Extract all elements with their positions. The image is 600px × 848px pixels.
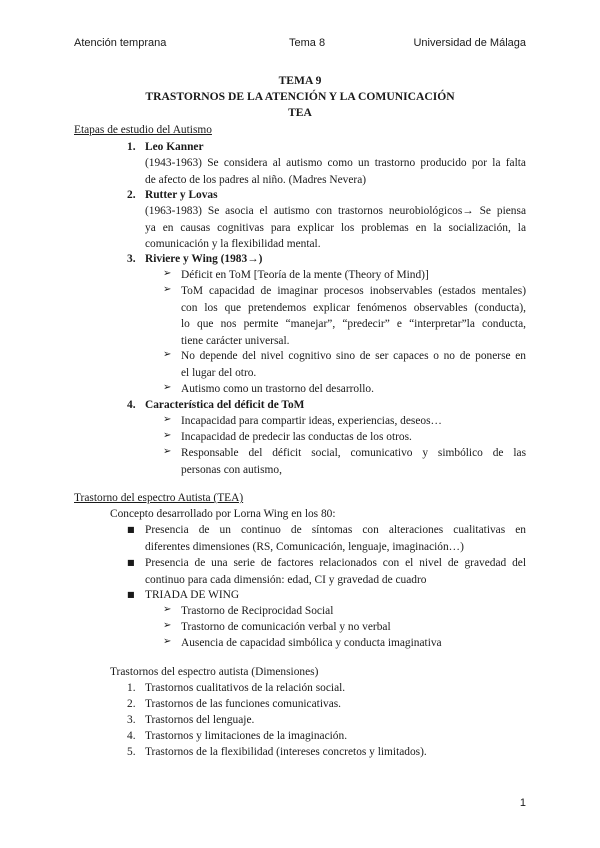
text-line: comunicación y la flexibilidad mental. (145, 238, 321, 250)
dimension-item: Trastornos cualitativos de la relación social. (145, 682, 346, 694)
text-line: tiene carácter universal. (181, 334, 290, 347)
arrow-bullet-icon: ➢ (163, 414, 172, 425)
arrow-bullet-icon: ➢ (163, 268, 172, 279)
header-right: Universidad de Málaga (413, 37, 526, 49)
dimension-item: Trastornos y limitaciones de la imaginación. (145, 730, 348, 742)
bullet-line: Incapacidad de predecir las conductas de los otros. (181, 431, 412, 443)
dimension-item: Trastornos de la flexibilidad (intereses concretos y limitados). (145, 746, 427, 758)
dimension-item: Trastornos del lenguaje. (145, 714, 255, 726)
text-line: continuo para cada dimensión: edad, CI y gravedad de cuadro (145, 573, 427, 586)
item1-text (145, 155, 526, 188)
text-line: Presencia de un continuo de síntomas con alteraciones cualitativas en (145, 524, 526, 536)
dimension-number: 1. (127, 682, 136, 694)
arrow-bullet-icon: ➢ (163, 636, 172, 647)
text-line: Presencia de una serie de factores relacionados con el nivel de gravedad del (145, 557, 526, 569)
item3-title: Riviere y Wing (1983→) (145, 253, 263, 265)
text-line: (1963-1983) Se asocia el autismo con trastornos neurobiológicos→ Se piensa (145, 205, 526, 217)
header-center: Tema 8 (289, 37, 326, 49)
arrow-bullet-icon: ➢ (163, 446, 172, 457)
header-left: Atención temprana (74, 37, 167, 49)
arrow-bullet-icon: ➢ (163, 604, 172, 615)
text-line: diferentes dimensiones (RS, Comunicación, lenguaje, imaginación…) (145, 540, 464, 553)
item2-title: Rutter y Lovas (145, 189, 218, 201)
dimension-item: Trastornos de las funciones comunicativas. (145, 698, 342, 710)
square-item-text (145, 555, 526, 588)
section3-heading: Trastornos del espectro autista (Dimensiones) (110, 666, 319, 678)
item1-title: Leo Kanner (145, 141, 204, 153)
arrow-bullet-icon: ➢ (163, 382, 172, 393)
triad-item: Ausencia de capacidad simbólica y conducta imaginativa (181, 637, 442, 649)
dimension-number: 3. (127, 714, 136, 726)
arrow-bullet-icon: ➢ (163, 620, 172, 631)
section1-heading: Etapas de estudio del Autismo (74, 124, 212, 136)
dimension-number: 4. (127, 730, 136, 742)
bullet-text (181, 445, 526, 478)
square-item-text: TRIADA DE WING (145, 589, 240, 601)
text-line: Responsable del déficit social, comunicativo y simbólico de las (181, 447, 526, 459)
bullet-line: Autismo como un trastorno del desarrollo. (181, 383, 374, 395)
dimension-number: 2. (127, 698, 136, 710)
text-line: con los que pretendemos explicar fenómenos observables (conducta), (181, 301, 526, 314)
item1-number: 1. (127, 141, 136, 153)
text-line: lo que nos permite “manejar”, “predecir” e “interpretar”la conducta, (181, 318, 526, 330)
title-line-1: TEMA 9 (278, 74, 322, 87)
text-line: ToM capacidad de imaginar procesos inobservables (estados mentales) (181, 285, 526, 297)
triad-item: Trastorno de Reciprocidad Social (181, 605, 334, 617)
item4-title: Característica del déficit de ToM (145, 399, 305, 411)
text-line: ya en causas cognitivas para explicar los problemas en la socialización, la (145, 221, 526, 234)
text-line: el lugar del otro. (181, 366, 257, 379)
text-line: de afecto de los padres al niño. (Madres Nevera) (145, 173, 367, 186)
item3-number: 3. (127, 253, 136, 265)
text-line: (1943-1963) Se considera al autismo como un trastorno producido por la falta (145, 157, 526, 169)
bullet-line: Incapacidad para compartir ideas, experiencias, deseos… (181, 415, 442, 427)
triad-item: Trastorno de comunicación verbal y no verbal (181, 621, 391, 633)
arrow-bullet-icon: ➢ (163, 349, 172, 360)
square-item-text (145, 522, 526, 555)
bullet-text (181, 283, 526, 349)
square-bullet-icon: ■ (127, 590, 135, 599)
dimension-number: 5. (127, 746, 136, 758)
text-line: personas con autismo, (181, 463, 282, 476)
item2-text (145, 203, 526, 253)
square-bullet-icon: ■ (127, 558, 135, 567)
title-line-3: TEA (288, 106, 312, 119)
item4-number: 4. (127, 399, 136, 411)
bullet-text (181, 348, 526, 381)
title-line-2: TRASTORNOS DE LA ATENCIÓN Y LA COMUNICACIÓN (145, 90, 455, 103)
section2-heading: Trastorno del espectro Autista (TEA) (74, 492, 244, 504)
arrow-bullet-icon: ➢ (163, 284, 172, 295)
section2-intro: Concepto desarrollado por Lorna Wing en los 80: (110, 508, 336, 520)
page-number: 1 (519, 797, 526, 809)
square-bullet-icon: ■ (127, 525, 135, 534)
item2-number: 2. (127, 189, 136, 201)
text-line: No depende del nivel cognitivo sino de ser capaces o no de ponerse en (181, 350, 526, 362)
bullet-line: Déficit en ToM [Teoría de la mente (Theory of Mind)] (181, 269, 429, 281)
arrow-bullet-icon: ➢ (163, 430, 172, 441)
